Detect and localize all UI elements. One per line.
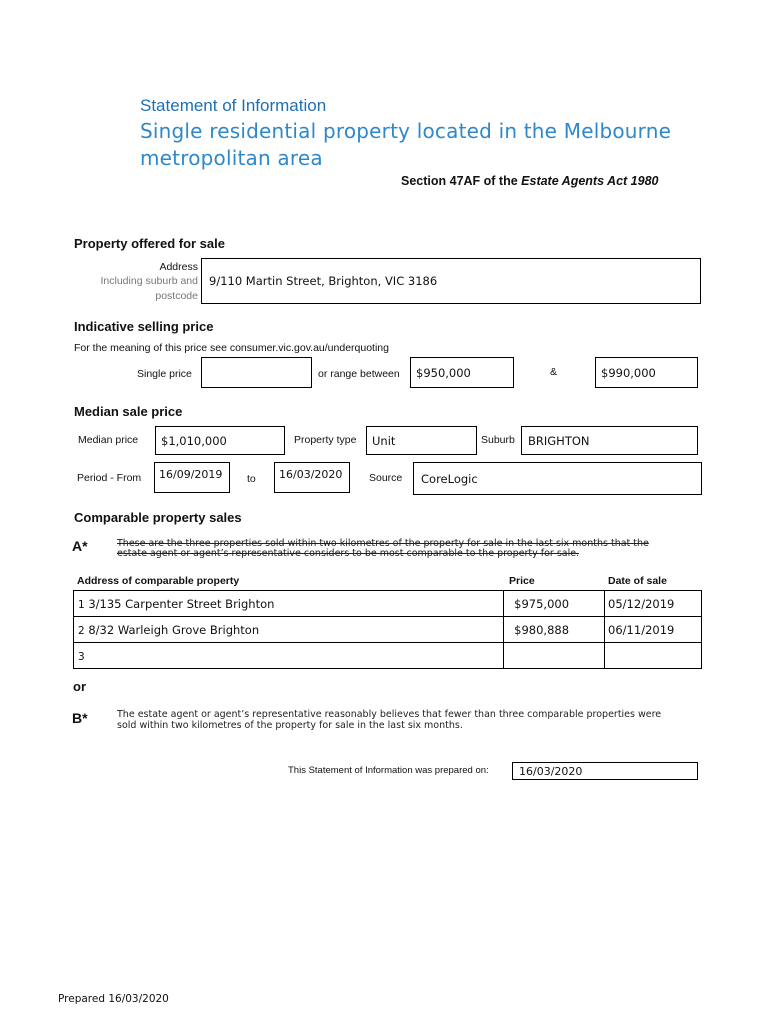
option-a-text-line1: These are the three properties sold within two kilometres of the property for sale in the last six months that the [117,538,649,549]
period-to-field[interactable]: 16/03/2020 [274,462,350,493]
property-heading: Property offered for sale [74,236,225,251]
range-label: or range between [318,368,400,380]
comparable-address-cell[interactable] [74,643,504,669]
property-type-field[interactable]: Unit [366,426,477,455]
document-subtitle-line1: Single residential property located in the Melbourne [140,119,672,143]
single-price-label: Single price [137,368,192,380]
property-type-label: Property type [294,434,357,446]
document-title: Statement of Information [140,96,327,115]
address-label-line3: postcode [155,290,198,302]
option-a-text-line2: estate agent or agent’s representative considers to be most comparable to the property for sale. [117,548,580,559]
table-row [74,617,702,643]
section-prefix: Section 47AF of the [401,174,522,188]
option-b-text-line1: The estate agent or agent’s representative reasonably believes that fewer than three comparable properties were [117,709,662,720]
prepared-on-field[interactable]: 16/03/2020 [512,762,698,780]
comparable-date-cell[interactable] [605,643,702,669]
indicative-heading: Indicative selling price [74,319,214,334]
range-high-field[interactable]: $990,000 [595,357,698,388]
document-subtitle-line2: metropolitan area [140,146,323,170]
option-a-marker: A* [72,538,88,554]
comparable-price-cell[interactable] [504,643,605,669]
median-heading: Median sale price [74,404,183,419]
indicative-note: For the meaning of this price see consumer.vic.gov.au/underquoting [74,342,389,354]
comparable-date-cell[interactable]: 06/11/2019 [605,617,702,643]
prepared-on-label: This Statement of Information was prepared on: [288,765,489,776]
period-from-field[interactable]: 16/09/2019 [154,462,230,493]
col-date-header: Date of sale [608,575,667,587]
address-label-line1: Address [159,261,198,273]
comparable-address: 3/135 Carpenter Street Brighton [88,596,275,611]
section-act: Estate Agents Act 1980 [521,174,659,188]
col-price-header: Price [509,575,535,587]
median-price-label: Median price [78,434,139,446]
section-reference [401,174,658,188]
source-label: Source [369,472,403,484]
comparable-price-cell[interactable]: $980,888 [504,617,605,643]
table-row [74,591,702,617]
comparable-date-cell[interactable]: 05/12/2019 [605,591,702,617]
period-to-label: to [247,473,256,485]
range-ampersand: & [550,366,558,378]
row-number: 3 [78,650,85,663]
col-address-header: Address of comparable property [77,575,240,587]
comparable-address-cell[interactable] [74,591,504,617]
suburb-label: Suburb [481,434,515,446]
row-number: 2 [78,624,85,637]
or-label: or [73,679,86,694]
comparable-heading: Comparable property sales [74,510,242,525]
suburb-field[interactable]: BRIGHTON [521,426,698,455]
option-a-text [117,539,649,559]
range-low-field[interactable]: $950,000 [410,357,514,388]
comparable-address-cell[interactable] [74,617,504,643]
source-field[interactable]: CoreLogic [413,462,702,495]
table-row [74,643,702,669]
comparable-price-cell[interactable]: $975,000 [504,591,605,617]
option-b-marker: B* [72,710,88,726]
row-number: 1 [78,598,85,611]
comparable-address: 8/32 Warleigh Grove Brighton [88,622,260,637]
option-b-text-line2: sold within two kilometres of the property for sale in the last six months. [117,719,463,731]
comparable-table [73,590,702,669]
single-price-field[interactable] [201,357,312,388]
option-b-text [117,710,661,731]
period-label: Period - From [77,472,142,484]
address-field[interactable]: 9/110 Martin Street, Brighton, VIC 3186 [201,258,701,304]
median-price-field[interactable]: $1,010,000 [155,426,285,455]
footer-prepared-date: Prepared 16/03/2020 [58,993,169,1005]
address-label [159,261,198,273]
address-label-line2: Including suburb and [100,275,198,287]
